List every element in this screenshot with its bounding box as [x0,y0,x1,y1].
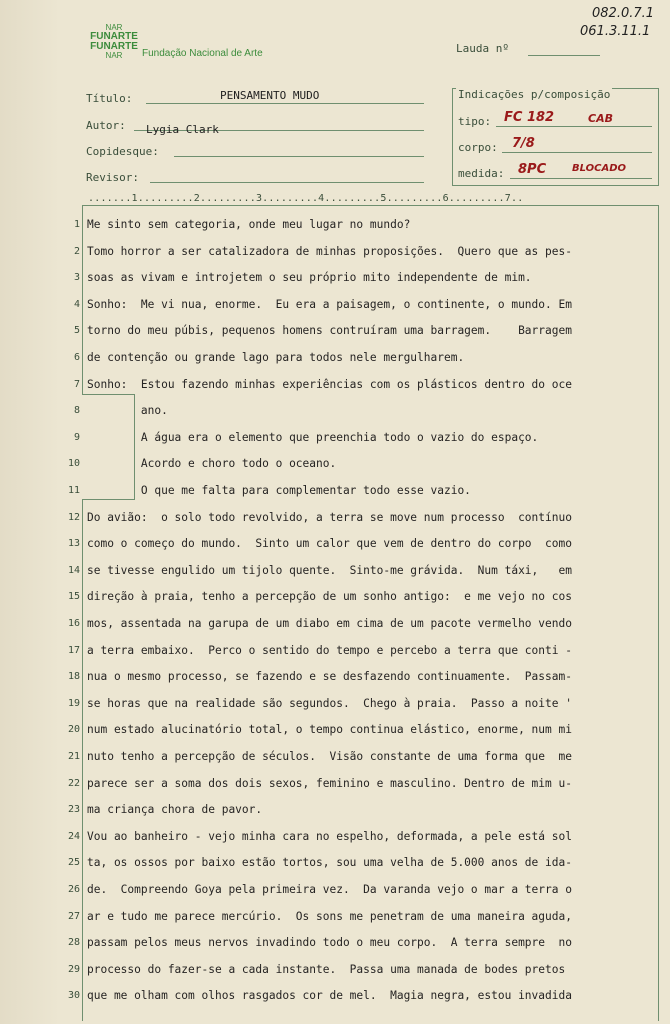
page-fold-shadow [0,0,60,1024]
lauda-line [528,55,600,56]
copidesque-label: Copidesque: [86,145,159,158]
text-line: mos, assentada na garupa de um diabo em cima de um pacote vermelho vendo [87,617,572,630]
line-number: 16 [67,618,80,629]
text-line: Do avião: o solo todo revolvido, a terra se move num processo contínuo [87,510,572,524]
line-number: 22 [67,777,80,789]
column-ruler: .......1.........2.........3.........4.........5.........6.........7.. [88,193,524,204]
copidesque-line [174,156,424,157]
text-line: soas as vivam e introjetem o seu próprio mito independente de mim. [87,271,532,285]
medida-value: 8PC [518,162,547,177]
autor-label: Autor: [86,119,126,132]
tipo-line [496,126,652,127]
line-number: 3 [73,272,80,284]
corpo-label: corpo: [458,141,498,154]
line-number: 14 [67,564,80,576]
text-line: como o começo do mundo. Sinto um calor que vem de dentro do corpo como [87,537,572,551]
line-number: 4 [73,298,80,310]
line-number: 7 [73,378,80,390]
text-line: se horas que na realidade são segundos. Chego à praia. Passo a noite ' [87,696,572,710]
line-number: 28 [67,937,80,949]
line-number: 29 [67,963,80,975]
line-number: 25 [67,857,80,869]
text-line: torno do meu púbis, pequenos homens contruíram uma barragem. Barragem [87,324,572,338]
text-line: se tivesse engulido um tijolo quente. Sinto-me grávida. Num táxi, em [87,563,572,577]
line-number: 15 [67,591,80,603]
titulo-value: PENSAMENTO MUDO [220,89,320,102]
line-number: 8 [73,405,80,417]
text-line: ma criança chora de pavor. [87,803,263,817]
archive-code-1: 082.0.7.1 [592,6,655,21]
corpo-value: 7/8 [512,136,535,151]
medida-label: medida: [458,167,505,180]
medida-line [510,178,652,179]
text-line: num estado alucinatório total, o tempo continua elástico, enorme, num mi [87,723,572,737]
text-line: nua o mesmo processo, se fazendo e se desfazendo continuamente. Passam- [87,670,572,684]
text-line: A água era o elemento que preenchia todo o vazio do espaço. [87,430,539,444]
medida-extra: BLOCADO [572,163,627,174]
text-line: processo do fazer-se a cada instante. Passa uma manada de bodes pretos [87,962,566,976]
text-line: Vou ao banheiro - vejo minha cara no espelho, deformada, a pele está sol [87,829,572,843]
tipo-extra: CAB [588,112,613,125]
line-number: 30 [67,990,80,1002]
text-line: ano. [87,404,168,418]
lauda-label: Lauda nº [456,42,509,55]
text-line: ar e tudo me parece mercúrio. Os sons me penetram de uma maneira aguda, [87,909,572,923]
text-line: Acordo e choro todo o oceano. [87,457,337,471]
text-line: nuto tenho a percepção de séculos. Visão constante de uma forma que me [87,750,572,763]
text-line: de. Compreendo Goya pela primeira vez. Da varanda vejo o mar a terra o [87,883,572,896]
line-number: 23 [67,804,80,816]
line-number: 9 [73,431,80,443]
text-line: parece ser a soma dos dois sexos, feminino e masculino. Dentro de mim u- [87,776,572,790]
line-number: 18 [67,671,80,683]
foundation-name: Fundação Nacional de Arte [142,48,263,59]
revisor-label: Revisor: [86,171,139,184]
line-number: 19 [67,697,80,709]
funarte-logo: NAR FUNARTE FUNARTE NAR [90,23,138,60]
text-line: Sonho: Estou fazendo minhas experiências com os plásticos dentro do oce [87,377,572,391]
text-line: Tomo horror a ser catalizadora de minhas proposições. Quero que as pes- [87,244,572,258]
archive-code-2: 061.3.11.1 [580,24,651,39]
line-number: 20 [67,724,80,736]
text-line: que me olham com olhos rasgados cor de mel. Magia negra, estou invadida [87,989,572,1003]
text-line: ta, os ossos por baixo estão tortos, sou uma velha de 5.000 anos de ida- [87,856,572,870]
line-number: 27 [67,910,80,922]
line-number: 5 [73,325,80,337]
titulo-label: Título: [86,92,133,105]
line-number: 12 [67,511,80,523]
autor-value: Lygia Clark [146,123,219,136]
text-line: Me sinto sem categoria, onde meu lugar no mundo? [87,218,411,231]
text-line: de contenção ou grande lago para todos nele mergulharem. [87,351,465,364]
line-number: 21 [67,751,80,762]
corpo-line [502,152,652,153]
line-number: 11 [67,485,80,496]
line-number: 17 [67,644,80,656]
line-number: 6 [73,352,80,363]
text-line: passam pelos meus nervos invadindo todo o meu corpo. A terra sempre no [87,936,572,950]
titulo-line [146,103,424,104]
line-number: 26 [67,884,80,895]
line-number: 1 [73,219,80,230]
tipo-label: tipo: [458,115,492,128]
composition-heading: Indicações p/composição [458,88,611,101]
text-line: direção à praia, tenho a percepção de um sonho antigo: e me vejo no cos [87,590,572,604]
line-number: 13 [67,538,80,550]
text-line: Sonho: Me vi nua, enorme. Eu era a paisagem, o continente, o mundo. Em [87,297,572,311]
line-number: 10 [67,458,80,470]
tipo-value: FC 182 [504,110,555,125]
line-number: 2 [73,245,80,257]
text-line: O que me falta para complementar todo esse vazio. [87,484,471,497]
text-line: a terra embaixo. Perco o sentido do tempo e percebo a terra que conti - [87,643,572,657]
revisor-line [150,182,424,183]
line-number: 24 [67,830,80,842]
